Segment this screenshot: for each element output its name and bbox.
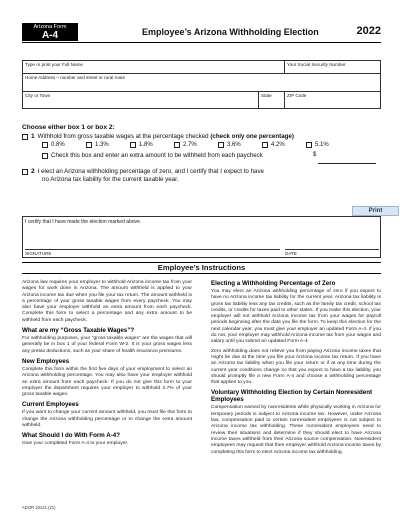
home-address-field[interactable] xyxy=(23,74,381,92)
signature-input[interactable] xyxy=(25,249,280,250)
section-heading: Current Employees xyxy=(22,401,79,409)
pct-option-5[interactable] xyxy=(262,142,285,148)
instructions-heading: Employee’s Instructions xyxy=(22,262,381,274)
pct-checkbox[interactable] xyxy=(218,142,224,148)
pct-checkbox[interactable] xyxy=(174,142,180,148)
header-divider xyxy=(22,42,381,43)
certification-box xyxy=(22,216,381,258)
extra-amount-checkbox[interactable] xyxy=(42,153,48,159)
pct-label: 0.8% xyxy=(51,142,65,148)
box1-bold-text: (check only one percentage) xyxy=(210,133,294,140)
ssn-label: Your Social Security Number xyxy=(287,62,346,67)
pct-checkbox[interactable] xyxy=(262,142,268,148)
form-header xyxy=(22,23,381,41)
box1-number: 1 xyxy=(31,133,35,140)
ssn-field[interactable] xyxy=(285,61,381,74)
section-heading: What Should I do With Form A-4? xyxy=(22,432,121,440)
section-heading: New Employees xyxy=(22,357,70,365)
instructions-paragraph: Complete this form within the first five days of your employment to select an Arizona withholding percentage. You may also have your employer withhold an extra amount from each paycheck. If you do not give this form to your employer the department requires your employer to withhold 2.7% of your gross taxable wages. xyxy=(22,366,192,398)
box2-row xyxy=(22,168,264,175)
pct-checkbox[interactable] xyxy=(42,142,48,148)
extra-amount-text: Check this box and enter an extra amount to be withheld from each paycheck xyxy=(51,152,263,159)
instructions-paragraph: Zero withholding does not relieve you from paying Arizona income taxes that might be due at the time you file your Arizona income tax return. If you have an Arizona tax liability when you file your return or if at any time during the current year conditions change so that you expect to have a tax liability, you should promptly file a new Form A-4 and choose a withholding percentage that applies to you. xyxy=(211,348,381,386)
form-number: A-4 xyxy=(41,30,59,41)
zip-field[interactable] xyxy=(285,92,381,109)
pct-checkbox[interactable] xyxy=(86,142,92,148)
print-button[interactable]: Print xyxy=(352,206,399,216)
state-label: State xyxy=(261,93,272,98)
pct-option-3[interactable] xyxy=(174,142,197,148)
box2-checkbox[interactable] xyxy=(22,169,28,175)
section-heading: Electing a Withholding Percentage of Zero xyxy=(211,280,336,287)
pct-option-4[interactable] xyxy=(218,142,241,148)
extra-amount-row xyxy=(42,152,263,159)
pct-checkbox[interactable] xyxy=(306,142,312,148)
date-label: DATE xyxy=(285,251,297,256)
box1-text: Withhold from gross taxable wages at the percentage checked xyxy=(37,133,209,140)
pct-label: 3.6% xyxy=(227,142,241,148)
instructions-paragraph: For withholding purposes, your “gross taxable wages” are the wages that will generally be in box 1 of your federal Form W-2. It is your gross wages less any pretax deductions, such as your share of health insurance premiums. xyxy=(22,336,192,354)
section-heading: What are my “Gross Taxable Wages”? xyxy=(22,327,135,335)
box1-row xyxy=(22,133,294,140)
instructions-paragraph: Give your completed Form A-4 to your employer. xyxy=(22,441,129,447)
pct-option-1[interactable] xyxy=(86,142,109,148)
zip-label: ZIP Code xyxy=(287,93,307,98)
box2-text-line2: no Arizona tax liability for the current taxable year. xyxy=(42,176,179,183)
certification-text: I certify that I have made the election marked above. xyxy=(25,219,142,225)
instructions-paragraph: Arizona law requires your employer to withhold Arizona income tax from your wages for work done in Arizona. The amount withheld is applied to your Arizona income tax due when you file your tax return. The amount withheld is a percentage of your gross taxable wages from every paycheck. You may also have your employer withhold an extra amount from each paycheck. Complete this form to select a percentage and any extra amount to be withheld from each paycheck. xyxy=(22,280,192,323)
pct-label: 4.2% xyxy=(271,142,285,148)
instructions-left-column xyxy=(22,280,192,451)
form-small-label: Arizona Form xyxy=(33,24,67,30)
choose-heading: Choose either box 1 or box 2: xyxy=(22,124,115,131)
form-number-badge xyxy=(22,23,78,41)
city-field[interactable] xyxy=(23,92,259,109)
instructions-paragraph: If you want to change your current amount withheld, you must file this form to change the Arizona withholding percentage or to change the extra amount withheld. xyxy=(22,410,192,429)
dollar-sign: $ xyxy=(313,152,317,158)
date-input[interactable] xyxy=(285,249,379,250)
box2-number: 2 xyxy=(31,168,35,175)
identification-box xyxy=(22,60,381,109)
box2-row-cont xyxy=(42,176,179,183)
pct-label: 1.8% xyxy=(139,142,153,148)
pct-option-6[interactable] xyxy=(306,142,329,148)
pct-label: 5.1% xyxy=(315,142,329,148)
box1-checkbox[interactable] xyxy=(22,134,28,140)
home-address-label: Home Address – number and street or rural route xyxy=(25,75,126,80)
extra-amount-input[interactable] xyxy=(318,158,376,164)
instructions-paragraph: Compensation earned by nonresidents while physically working in Arizona for temporary periods is subject to Arizona income tax. However, under Arizona law, compensation paid to certain nonresident employees is not subject to Arizona income tax withholding. These nonresident employees need to review their situations and determine if they should elect to have Arizona income taxes withheld from their Arizona source compensation. Nonresident employees may request that their employer withhold Arizona income taxes by completing this form to elect Arizona income tax withholding. xyxy=(211,405,381,455)
form-footer-code: ADOR 10121 (21) xyxy=(22,505,56,510)
section-heading: Voluntary Withholding Election by Certain Nonresident Employees xyxy=(211,389,373,404)
tax-year: 2022 xyxy=(356,25,381,37)
pct-label: 1.3% xyxy=(95,142,109,148)
pct-option-0[interactable] xyxy=(42,142,65,148)
box2-text-line1: I elect an Arizona withholding percentage of zero, and I certify that I expect to have xyxy=(37,168,264,175)
pct-label: 2.7% xyxy=(183,142,197,148)
full-name-label: Type or print your Full Name xyxy=(25,62,83,67)
pct-option-2[interactable] xyxy=(130,142,153,148)
city-label: City or Town xyxy=(25,93,51,98)
page-title: Employee’s Arizona Withholding Election xyxy=(142,27,319,37)
full-name-field[interactable] xyxy=(23,61,285,74)
instructions-paragraph: You may elect an Arizona withholding percentage of zero if you expect to have no Arizona income tax liability for the current year. Arizona tax liability is gross tax liability less any tax credits, such as the family tax credit, school tax credits, or credits for taxes paid to other states. If you make this election, your employer will not withhold Arizona income tax from your wages for payroll periods beginning after the date you file the form. To keep this election for the next calendar year, you must give your employer an updated Form A-4. If you do not, your employer may withhold Arizona income tax from your wages and salary until you submit an updated Form A-4. xyxy=(211,289,381,345)
signature-label: SIGNATURE xyxy=(25,251,52,256)
instructions-right-column xyxy=(211,280,381,459)
pct-checkbox[interactable] xyxy=(130,142,136,148)
state-field[interactable] xyxy=(259,92,285,109)
